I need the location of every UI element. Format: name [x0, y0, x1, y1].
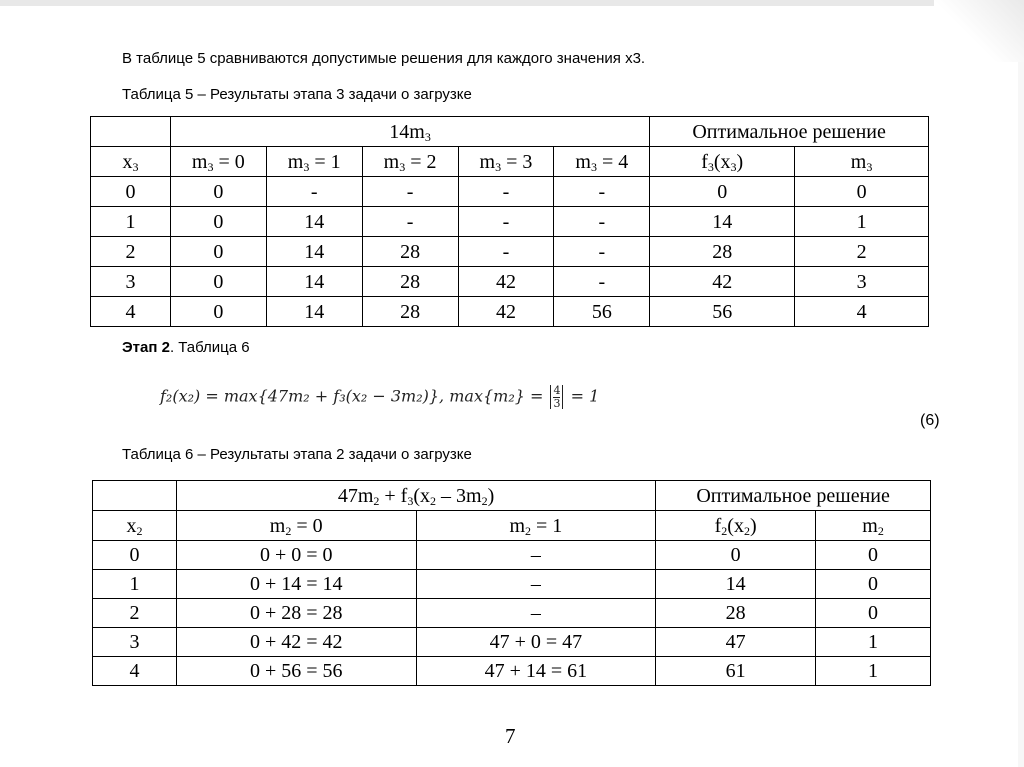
table-cell: 47 + 0 = 47	[416, 628, 656, 657]
table-cell: 56	[650, 297, 795, 327]
stage2-heading-rest: . Таблица 6	[169, 339, 250, 356]
table-row	[91, 237, 929, 267]
table-cell: -	[362, 207, 458, 237]
table-cell: 0 + 28 = 28	[176, 599, 416, 628]
table-row	[91, 207, 929, 237]
formula-6	[160, 385, 599, 409]
formula-rhs: = 1	[565, 386, 600, 406]
table-cell: 4	[795, 297, 929, 327]
intro-text: В таблице 5 сравниваются допустимые решения для каждого значения х3.	[122, 50, 646, 67]
table-cell: –	[416, 570, 656, 599]
table-cell: 14	[650, 207, 795, 237]
table-cell: 0 + 14 = 14	[176, 570, 416, 599]
table-cell: 0	[816, 541, 931, 570]
table-cell: 0	[170, 267, 266, 297]
table-cell: 0	[170, 177, 266, 207]
table-cell: 1	[816, 657, 931, 686]
table5-optimal-header: Оптимальное решение	[650, 117, 929, 147]
table-row	[91, 267, 929, 297]
t5-col-header: $m_3$	[795, 147, 929, 177]
table-cell: 42	[458, 297, 554, 327]
table-cell: 42	[458, 267, 554, 297]
t6-col-header: $m_2$	[816, 511, 931, 541]
right-edge	[1018, 0, 1024, 767]
table-cell: 0	[170, 207, 266, 237]
t5-col-header: $m_3 = 3$	[458, 147, 554, 177]
t5-col-header: $m_3 = 4$	[554, 147, 650, 177]
table-row	[93, 541, 931, 570]
page-corner-fold	[934, 0, 1024, 62]
table-cell: -	[362, 177, 458, 207]
table-cell: 1	[91, 207, 171, 237]
t5-col-header: $f_3(x_3)$	[650, 147, 795, 177]
table-cell: 28	[362, 297, 458, 327]
table-cell: -	[554, 177, 650, 207]
stage2-heading	[122, 339, 250, 356]
table-5	[90, 116, 929, 327]
table-row	[93, 628, 931, 657]
table5-caption: Таблица 5 – Результаты этапа 3 задачи о загрузке	[122, 86, 472, 103]
table-cell: -	[458, 207, 554, 237]
table-cell: 42	[650, 267, 795, 297]
table-cell: 3	[795, 267, 929, 297]
table-cell: 0	[650, 177, 795, 207]
table-cell: -	[266, 177, 362, 207]
table6-caption: Таблица 6 – Результаты этапа 2 задачи о загрузке	[122, 446, 472, 463]
table-cell: 3	[93, 628, 177, 657]
t5-col-header: $m_3 = 2$	[362, 147, 458, 177]
stage2-heading-bold: Этап 2	[122, 339, 170, 356]
table-cell: 47	[656, 628, 816, 657]
formula-lhs: f₂(x₂) = max{47m₂ + f₃(x₂ − 3m₂)}, max{m₂} =	[160, 386, 549, 406]
table-6	[92, 480, 931, 686]
table-row	[91, 177, 929, 207]
table-cell: 4	[91, 297, 171, 327]
t6-col-header: $x_2$	[93, 511, 177, 541]
table-cell: 0	[170, 297, 266, 327]
table-cell: 1	[93, 570, 177, 599]
table-cell: 14	[266, 237, 362, 267]
formula-frac-denominator: 3	[553, 396, 561, 410]
table-cell: 0	[93, 541, 177, 570]
table6-corner-cell	[93, 481, 177, 511]
table-cell: 28	[362, 237, 458, 267]
table-cell: -	[554, 237, 650, 267]
table-cell: 14	[266, 297, 362, 327]
table-cell: 2	[91, 237, 171, 267]
table-cell: 47 + 14 = 61	[416, 657, 656, 686]
table-cell: 0	[656, 541, 816, 570]
table6-column-headers	[93, 511, 931, 541]
formula-ceiling-fraction	[550, 385, 563, 409]
table-cell: 0 + 42 = 42	[176, 628, 416, 657]
table-cell: 56	[554, 297, 650, 327]
t5-col-header: $m_3 = 1$	[266, 147, 362, 177]
table-cell: 14	[656, 570, 816, 599]
table-cell: 2	[93, 599, 177, 628]
table-row	[91, 297, 929, 327]
table-cell: 28	[650, 237, 795, 267]
table-row	[93, 599, 931, 628]
t6-col-header: $f_2(x_2)$	[656, 511, 816, 541]
t5-col-header: $m_3 = 0$	[170, 147, 266, 177]
table-cell: 4	[93, 657, 177, 686]
table-cell: –	[416, 599, 656, 628]
table-cell: -	[458, 237, 554, 267]
t5-col-header: $x_3$	[91, 147, 171, 177]
table-cell: 14	[266, 207, 362, 237]
table-cell: 0 + 56 = 56	[176, 657, 416, 686]
top-shadow	[0, 0, 1024, 6]
table5-column-headers	[91, 147, 929, 177]
table-cell: 14	[266, 267, 362, 297]
table6-group-header: $47m_2 + f_3(x_2 - 3m_2)$	[176, 481, 655, 511]
table6-optimal-header: Оптимальное решение	[656, 481, 931, 511]
table-cell: 0 + 0 = 0	[176, 541, 416, 570]
t6-col-header: $m_2 = 0$	[176, 511, 416, 541]
table-cell: 0	[816, 599, 931, 628]
equation-number: (6)	[920, 412, 940, 429]
t6-col-header: $m_2 = 1$	[416, 511, 656, 541]
table-cell: 1	[795, 207, 929, 237]
table-cell: 3	[91, 267, 171, 297]
table-cell: 61	[656, 657, 816, 686]
page-number: 7	[505, 724, 516, 748]
table-cell: 28	[362, 267, 458, 297]
formula-frac-numerator: 4	[553, 384, 561, 397]
table-cell: 1	[816, 628, 931, 657]
table-cell: 0	[91, 177, 171, 207]
table-cell: –	[416, 541, 656, 570]
table-row	[93, 657, 931, 686]
table-cell: -	[458, 177, 554, 207]
table-cell: 0	[795, 177, 929, 207]
table-cell: 0	[816, 570, 931, 599]
table-cell: 28	[656, 599, 816, 628]
table-cell: -	[554, 267, 650, 297]
table-cell: 2	[795, 237, 929, 267]
table-cell: -	[554, 207, 650, 237]
table-row	[93, 570, 931, 599]
table5-group-header: $14m_3$	[170, 117, 649, 147]
table5-corner-cell	[91, 117, 171, 147]
table-cell: 0	[170, 237, 266, 267]
